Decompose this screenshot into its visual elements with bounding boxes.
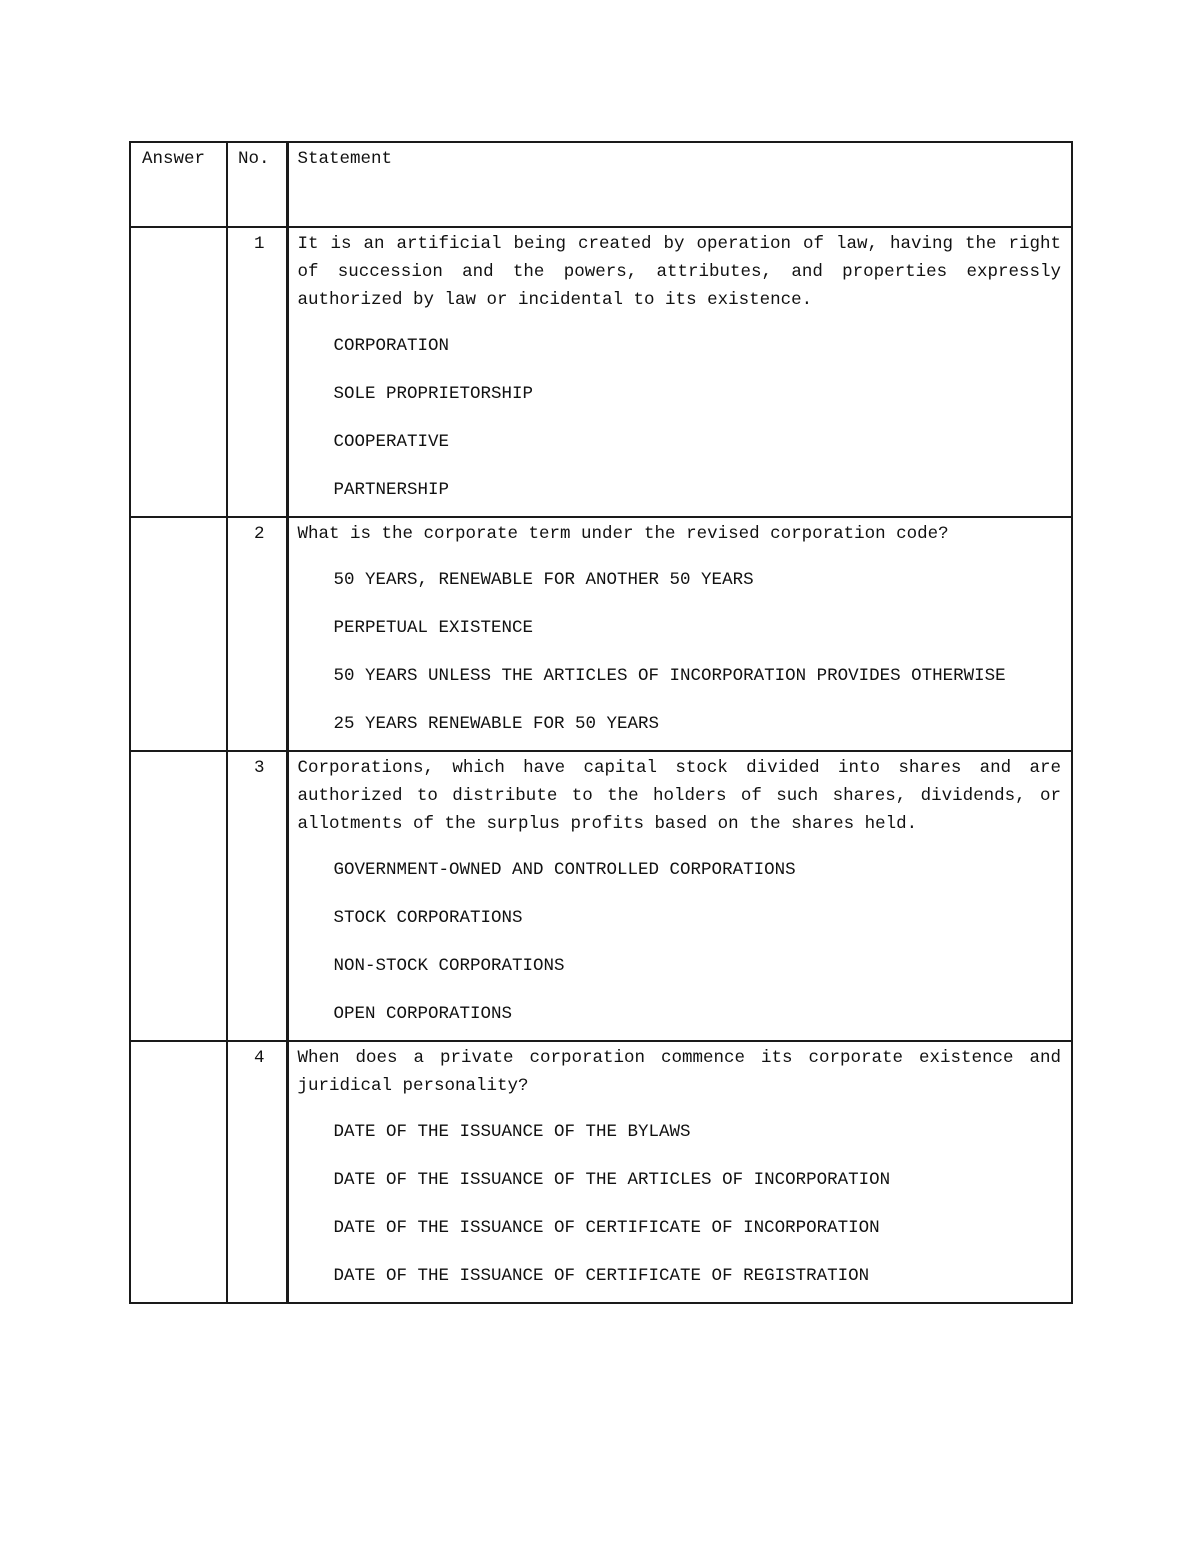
choice-item: DATE OF THE ISSUANCE OF CERTIFICATE OF REGISTRATION: [333, 1266, 870, 1286]
question-text: It is an artificial being created by operation of law, having the right of succession and the powers, attributes, and properties expressly authorized by law or incidental to its existence.: [297, 234, 1061, 310]
answer-cell[interactable]: [130, 227, 227, 517]
choice-item: CORPORATION: [333, 336, 450, 356]
statement-cell: [287, 227, 1072, 517]
answer-cell[interactable]: [130, 517, 227, 751]
header-statement: Statement: [287, 142, 1072, 227]
header-answer: Answer: [130, 142, 227, 227]
header-row: [130, 142, 1072, 227]
choice-list: [298, 856, 1062, 1028]
question-number: 3: [227, 751, 287, 1041]
question-number: 1: [227, 227, 287, 517]
choice-item: 50 YEARS UNLESS THE ARTICLES OF INCORPORATION PROVIDES OTHERWISE: [333, 666, 1006, 686]
question-row: [130, 227, 1072, 517]
choice-item: STOCK CORPORATIONS: [333, 908, 523, 928]
choice-item: OPEN CORPORATIONS: [333, 1004, 513, 1024]
answer-cell[interactable]: [130, 1041, 227, 1303]
question-text: When does a private corporation commence its corporate existence and juridical personality?: [297, 1048, 1061, 1096]
choice-item: PARTNERSHIP: [333, 480, 450, 500]
question-row: [130, 1041, 1072, 1303]
statement-cell: [287, 517, 1072, 751]
quiz-table: [129, 141, 1073, 1304]
question-row: [130, 517, 1072, 751]
choice-item: DATE OF THE ISSUANCE OF THE BYLAWS: [333, 1122, 691, 1142]
header-no: No.: [227, 142, 287, 227]
choice-item: COOPERATIVE: [333, 432, 450, 452]
statement-cell: [287, 751, 1072, 1041]
question-row: [130, 751, 1072, 1041]
choice-list: [298, 566, 1062, 738]
choice-list: [298, 1118, 1062, 1290]
answer-cell[interactable]: [130, 751, 227, 1041]
question-text: Corporations, which have capital stock divided into shares and are authorized to distribute to the holders of such shares, dividends, or allotments of the surplus profits based on the shares held.: [297, 758, 1061, 834]
choice-item: GOVERNMENT-OWNED AND CONTROLLED CORPORATIONS: [333, 860, 796, 880]
choice-item: NON-STOCK CORPORATIONS: [333, 956, 565, 976]
choice-list: [298, 332, 1062, 504]
choice-item: SOLE PROPRIETORSHIP: [333, 384, 534, 404]
choice-item: 50 YEARS, RENEWABLE FOR ANOTHER 50 YEARS: [333, 570, 754, 590]
question-number: 4: [227, 1041, 287, 1303]
choice-item: PERPETUAL EXISTENCE: [333, 618, 534, 638]
choice-item: DATE OF THE ISSUANCE OF CERTIFICATE OF INCORPORATION: [333, 1218, 880, 1238]
choice-item: DATE OF THE ISSUANCE OF THE ARTICLES OF INCORPORATION: [333, 1170, 891, 1190]
question-number: 2: [227, 517, 287, 751]
question-text: What is the corporate term under the revised corporation code?: [297, 524, 949, 544]
choice-item: 25 YEARS RENEWABLE FOR 50 YEARS: [333, 714, 660, 734]
statement-cell: [287, 1041, 1072, 1303]
